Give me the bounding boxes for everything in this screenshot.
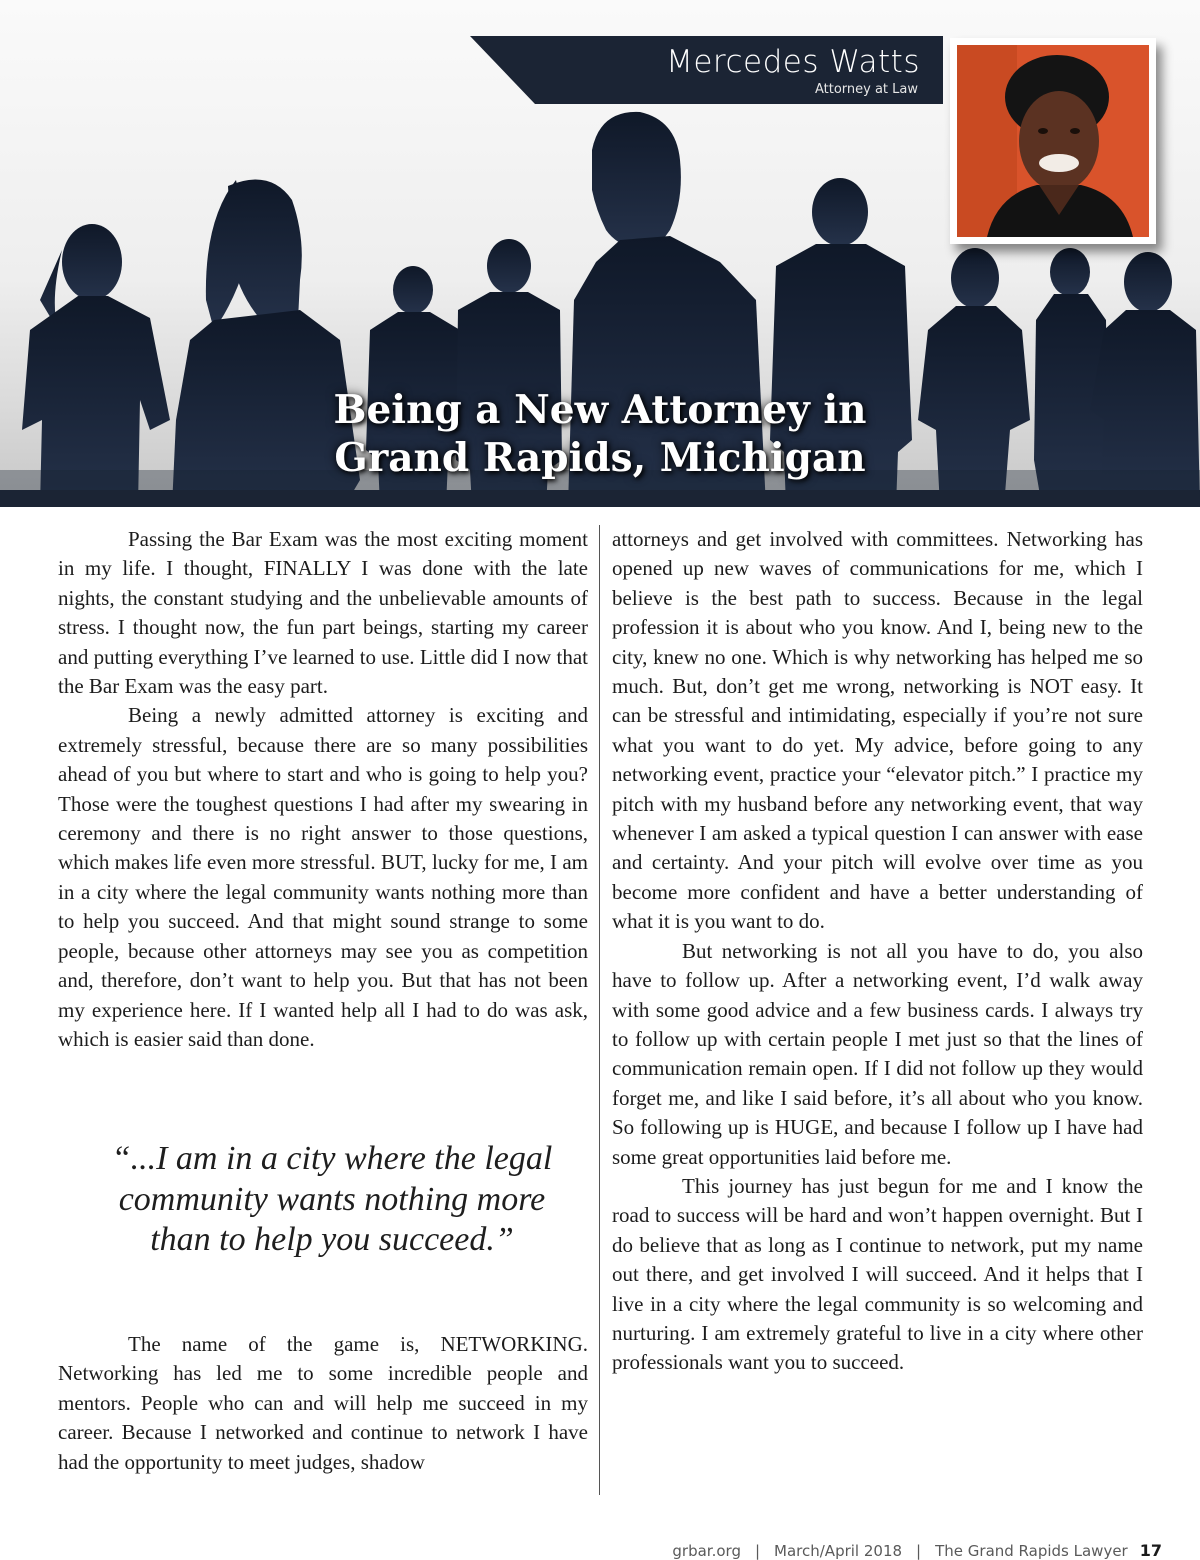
page-number: 17 bbox=[1139, 1541, 1162, 1560]
footer-publication: The Grand Rapids Lawyer bbox=[935, 1542, 1128, 1560]
hero-bottom-bar bbox=[0, 490, 1200, 507]
article-title-line-1: Being a New Attorney in bbox=[333, 387, 867, 433]
hero-banner bbox=[0, 0, 1200, 507]
column-divider bbox=[599, 525, 600, 1495]
paragraph-3-continued: attorneys and get involved with committees. Networking has opened up new waves of communications for me, which I believe is the best path to success. Because in the legal profession it is about who you know. And I, being new to the city, knew no one. Which is why networking has helped me so much. But, don’t get me wrong, networking is NOT easy. It can be stressful and intimidating, especially if you’re not sure what you want to do yet. My advice, before going to any networking event, practice your “elevator pitch.” I practice my pitch with my husband before any networking event, that way whenever I am asked a typical question I can answer with ease and certainty. And your pitch will evolve over time as you become more confident and have a better understanding of what it is you want to do. bbox=[612, 527, 1143, 934]
paragraph-1: Passing the Bar Exam was the most exciting moment in my life. I thought, FINALLY I was done with the late nights, the constant studying and the unbelievable amounts of stress. I thought now, the fun part beings, starting my career and putting everything I’ve learned to use. Little did I now that the Bar Exam was the easy part. bbox=[58, 527, 588, 699]
footer-separator: | bbox=[754, 1542, 761, 1560]
footer-issue: March/April 2018 bbox=[774, 1542, 903, 1560]
author-name: Mercedes Watts bbox=[666, 44, 920, 80]
paragraph-4: But networking is not all you have to do, you also have to follow up. After a networking event, I’d walk away with some good advice and a few business cards. I always try to follow up with certain people I met just so that the lines of communication remain open. If I did not follow up they would forget me, and like I said before, it’s all about who you know. So following up is HUGE, and because I follow up I have had some great opportunities laid before me. bbox=[612, 938, 1143, 1169]
author-photo-frame bbox=[950, 38, 1156, 244]
left-column-lower bbox=[58, 1330, 588, 1477]
author-portrait-image bbox=[957, 45, 1149, 237]
footer-site: grbar.org bbox=[672, 1542, 741, 1560]
paragraph-3: The name of the game is, NETWORKING. Networking has led me to some incredible people and mentors. People who can and will help me succeed in my career. Because I networked and continue to network I have had the opportunity to meet judges, shadow bbox=[58, 1332, 588, 1474]
right-column bbox=[612, 525, 1143, 1378]
pull-quote: “...I am in a city where the legal community wants nothing more than to help you succeed.” bbox=[111, 1140, 553, 1258]
left-column bbox=[58, 525, 588, 1054]
author-photo bbox=[957, 45, 1149, 237]
paragraph-2: Being a newly admitted attorney is exciting and extremely stressful, because there are so many possibilities ahead of you but where to start and who is going to help you? Those were the toughest questions I had after my swearing in ceremony and there is no right answer to those questions, which makes life even more stressful. BUT, lucky for me, I am in a city where the legal community wants nothing more than to help you succeed. And that might sound strange to some people, because other attorneys may see you as competition and, therefore, don’t want to help you. But that has not been my experience here. If I wanted help all I had to do was ask, which is easier said than done. bbox=[58, 703, 588, 1051]
article-title-line-2: Grand Rapids, Michigan bbox=[334, 435, 866, 481]
article-title bbox=[240, 386, 960, 482]
page-footer bbox=[672, 1541, 1162, 1560]
author-role: Attorney at Law bbox=[814, 82, 918, 97]
paragraph-5: This journey has just begun for me and I know the road to success will be hard and won’t happen overnight. But I do believe that as long as I continue to network, put my name out there, and get involved I will succeed. And it helps that I live in a city where the legal community is so welcoming and nurturing. I am extremely grateful to live in a city where other professionals want you to succeed. bbox=[612, 1173, 1143, 1375]
footer-separator: | bbox=[916, 1542, 922, 1560]
